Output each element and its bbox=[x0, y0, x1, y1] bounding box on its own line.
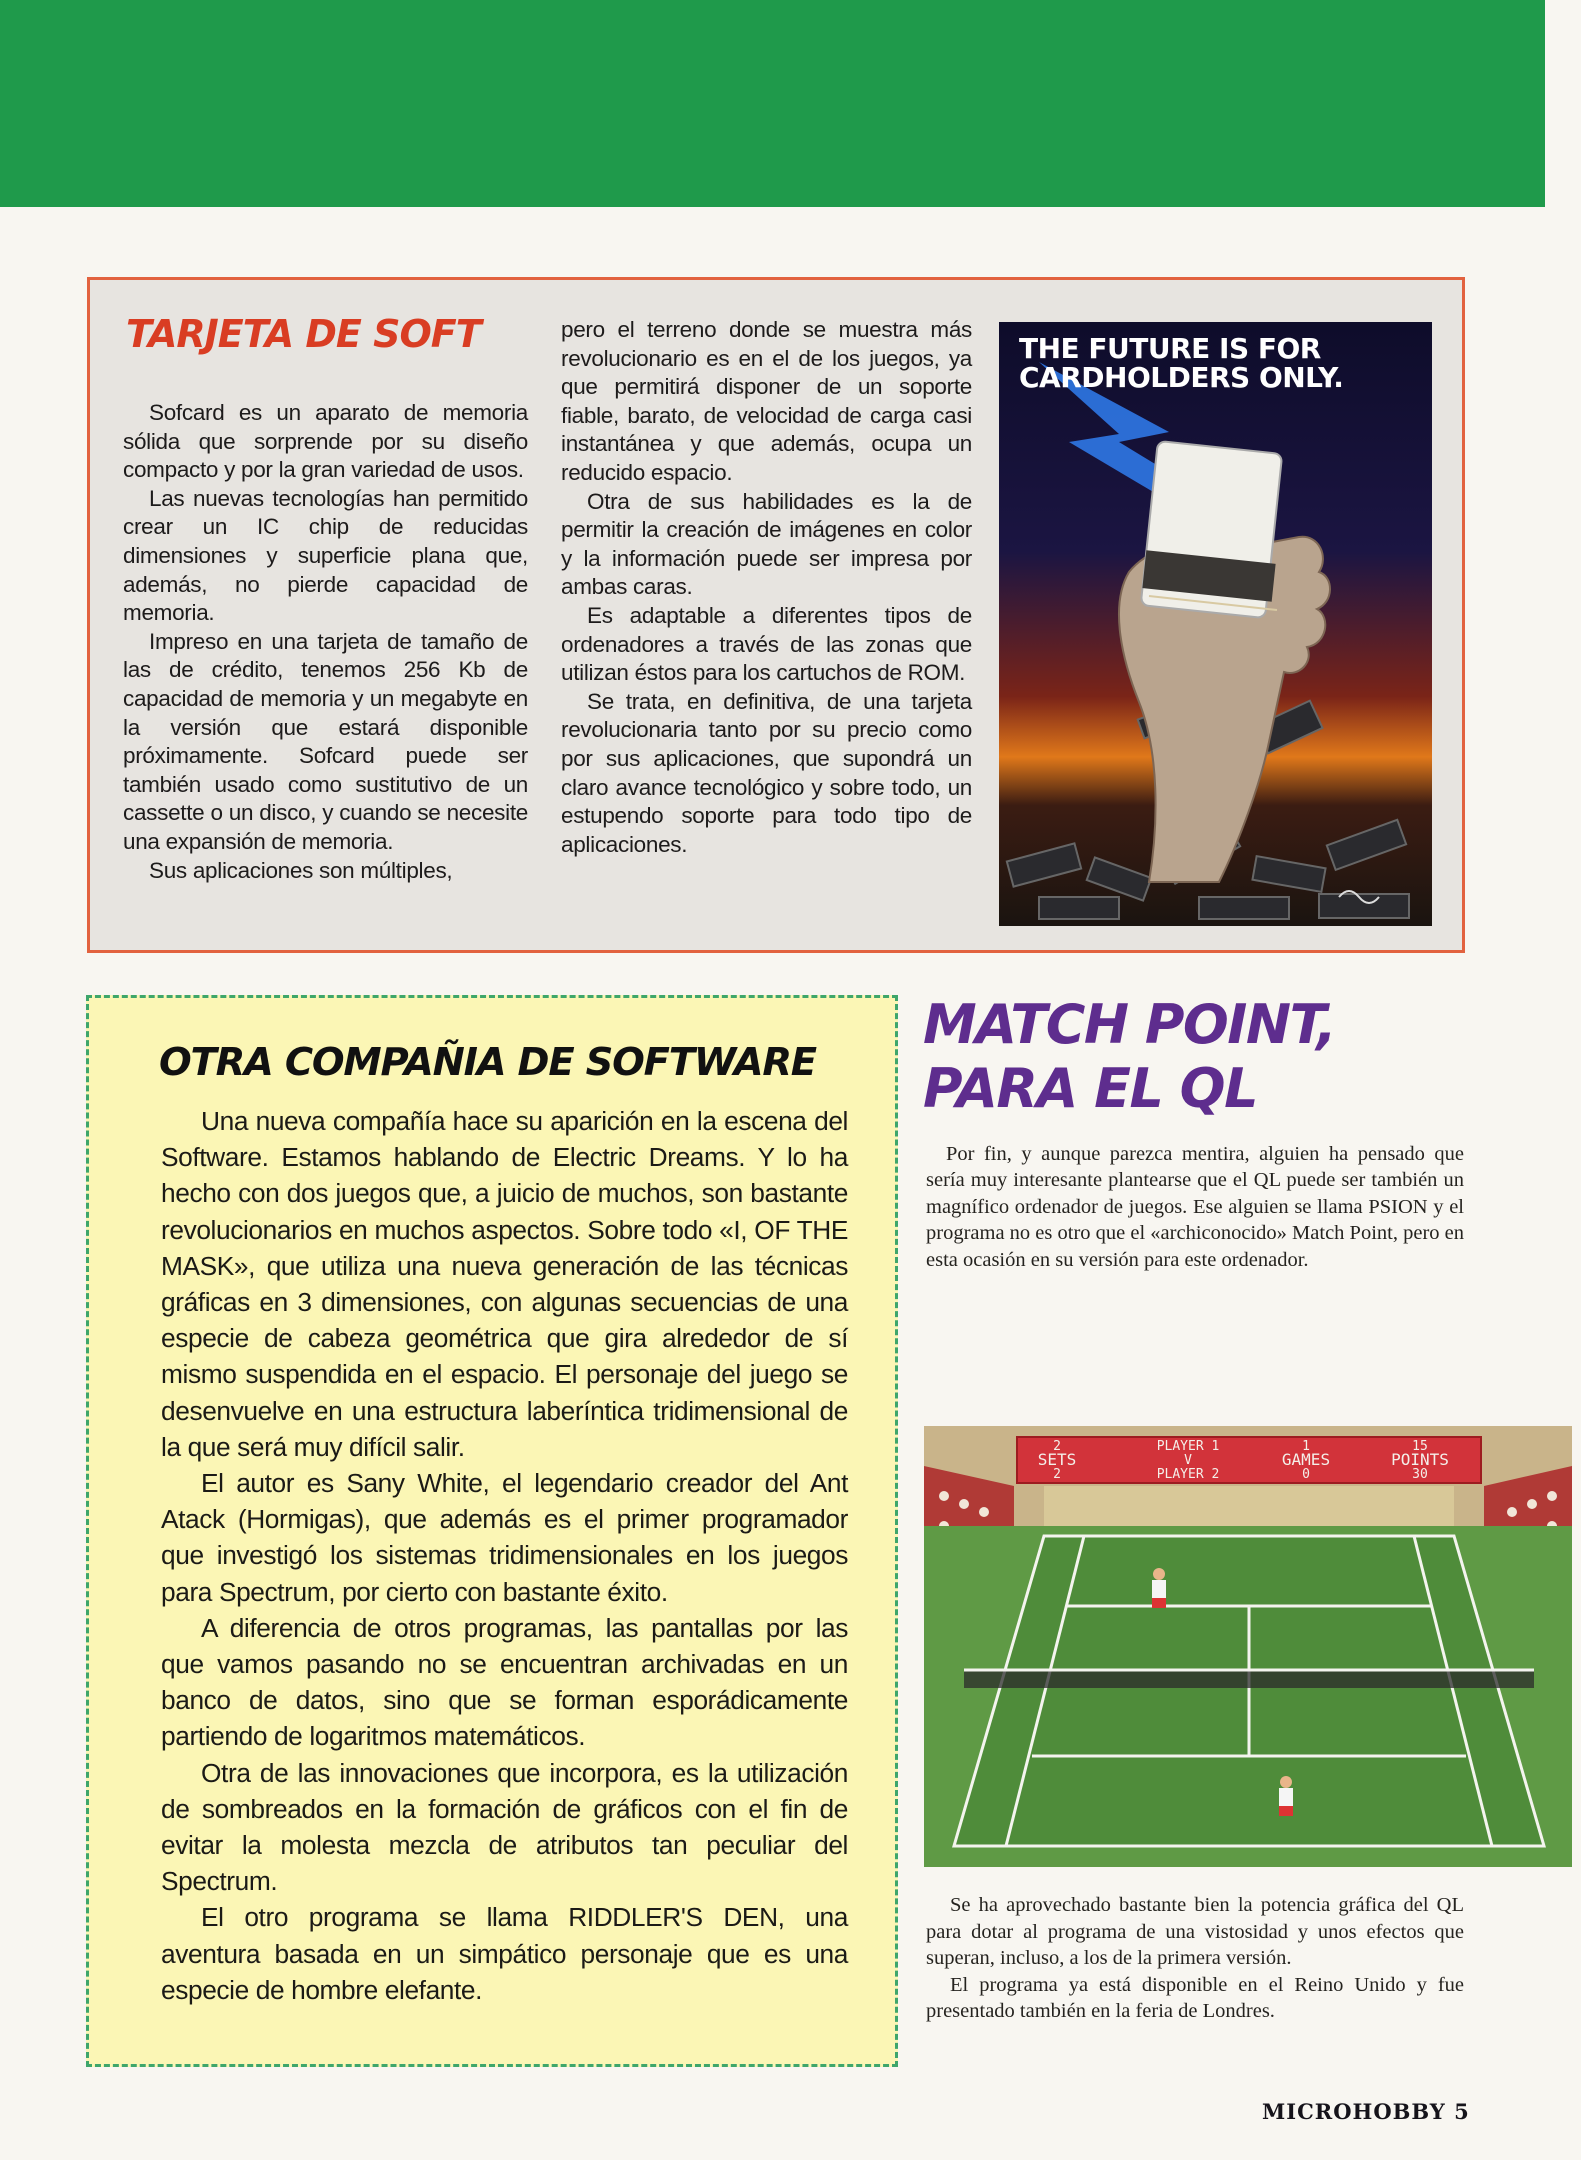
game-scoreboard bbox=[1016, 1436, 1482, 1484]
tarjeta-paragraph: Se trata, en definitiva, de una tarjeta revolucionaria tanto por su precio como por sus aplicaciones, que supondrá un claro avance tecnológico y sobre todo, un estupendo soporte para todo tipo de aplicaciones. bbox=[561, 688, 972, 857]
matchpoint-game-screenshot bbox=[924, 1426, 1572, 1867]
scoreboard-player-1: PLAYER 1 bbox=[1156, 1439, 1220, 1454]
tarjeta-paragraph: Las nuevas tecnologías han permitido crear un IC chip de reducidas dimensiones y superficie plana que, además, no pierde capacidad de memoria. bbox=[123, 485, 528, 626]
tarjeta-column-2 bbox=[561, 316, 972, 859]
scoreboard-versus: V bbox=[1184, 1453, 1192, 1468]
scoreboard-games-p1: 1 bbox=[1302, 1439, 1310, 1454]
otra-paragraph: A diferencia de otros programas, las pantallas por las que vamos pasando no se encuentran archivadas en un banco de datos, sino que se forman esporádicamente partiendo de logaritmos matemáticos. bbox=[161, 1612, 848, 1752]
tarjeta-paragraph: Sofcard es un aparato de memoria sólida que sorprende por su diseño compacto y por la gran variedad de usos. bbox=[123, 400, 528, 483]
ad-headline-line-2: CARDHOLDERS ONLY. bbox=[1019, 361, 1344, 394]
ad-headline bbox=[1019, 334, 1419, 392]
otra-title: OTRA COMPAÑIA DE SOFTWARE bbox=[159, 1040, 816, 1085]
scoreboard-sets-label: SETS bbox=[1037, 1450, 1077, 1469]
tarjeta-paragraph: Es adaptable a diferentes tipos de ordenadores a través de las zonas que utilizan éstos para los cartuchos de ROM. bbox=[561, 602, 972, 686]
scoreboard-games-p2: 0 bbox=[1302, 1467, 1310, 1482]
otra-paragraph: Una nueva compañía hace su aparición en la escena del Software. Estamos hablando de Electric Dreams. Y lo ha hecho con dos juegos que, a juicio de muchos, son bastante revolucionarios en muchos aspectos. Sobre todo «I, OF THE MASK», que utiliza una nueva generación de las técnicas gráficas en 3 dimensiones, con algunas secuencias de una especie de cabeza geométrica que gira alrededor de sí mismo suspendida en el espacio. El personaje del juego se desenvuelve en una estructura laberíntica tridimensional de la que será muy difícil salir. bbox=[161, 1106, 848, 1462]
otra-compania-article bbox=[86, 995, 898, 2067]
tarjeta-paragraph: pero el terreno donde se muestra más revolucionario es en el de los juegos, ya que permitirá disponer de un soporte fiable, barato, de velocidad de carga casi instantánea y que además, ocupa un reducido espacio. bbox=[561, 317, 972, 485]
sofcard-advertisement-image bbox=[999, 322, 1432, 926]
tennis-court-illustration bbox=[924, 1426, 1572, 1867]
otra-paragraph: El autor es Sany White, el legendario creador del Ant Atack (Hormigas), que además es el primer programador que investigó los sistemas tridimensionales en los juegos para Spectrum, por cierto con bastante éxito. bbox=[161, 1468, 848, 1607]
page-footer-label: MICROHOBBY 5 bbox=[1262, 2099, 1470, 2124]
scoreboard-points-p1: 15 bbox=[1412, 1439, 1428, 1454]
ad-headline-line-1: THE FUTURE IS FOR bbox=[1019, 332, 1321, 365]
otra-paragraph: Otra de las innovaciones que incorpora, es la utilización de sombreados en la formación de gráficos con el fin de evitar la molesta mezcla de atributos tan peculiar del Spectrum. bbox=[161, 1757, 848, 1897]
scoreboard-games-label: GAMES bbox=[1281, 1450, 1331, 1469]
scoreboard-sets-p2: 2 bbox=[1053, 1467, 1061, 1482]
matchpoint-title-line-2: PARA EL QL bbox=[923, 1057, 1257, 1120]
scoreboard-points-label: POINTS bbox=[1391, 1450, 1449, 1469]
hand-holding-card-illustration bbox=[999, 322, 1432, 926]
scoreboard-sets-p1: 2 bbox=[1053, 1439, 1061, 1454]
matchpoint-caption-paragraph: Se ha aprovechado bastante bien la potencia gráfica del QL para dotar al programa de una vistosidad y unos efectos que superan, incluso, a los de la primera versión. bbox=[926, 1894, 1464, 1970]
tarjeta-paragraph: Sus aplicaciones son múltiples, bbox=[149, 857, 453, 883]
matchpoint-intro bbox=[926, 1141, 1464, 1273]
matchpoint-caption bbox=[926, 1892, 1464, 2025]
tarjeta-paragraph: Impreso en una tarjeta de tamaño de las de crédito, tenemos 256 Kb de capacidad de memoria y un megabyte en la versión que estará disponible próximamente. Sofcard puede ser también usado como sustitutivo de un cassette o un disco, y cuando se necesite una expansión de memoria. bbox=[123, 628, 528, 854]
otra-paragraph: El otro programa se llama RIDDLER'S DEN, una aventura basada en un simpático personaje que es una especie de hombre elefante. bbox=[161, 1902, 848, 2005]
matchpoint-title bbox=[923, 993, 1335, 1121]
tarjeta-title: TARJETA DE SOFT bbox=[126, 312, 481, 356]
tarjeta-paragraph: Otra de sus habilidades es la de permitir la creación de imágenes en color y la información puede ser impresa por ambas caras. bbox=[561, 488, 972, 600]
tarjeta-column-1 bbox=[123, 399, 528, 885]
otra-body bbox=[161, 1103, 848, 2008]
matchpoint-caption-paragraph: El programa ya está disponible en el Reino Unido y fue presentado también en la feria de Londres. bbox=[926, 1973, 1464, 2023]
player-sprite bbox=[1152, 1568, 1166, 1608]
header-color-band bbox=[0, 0, 1545, 207]
player-sprite bbox=[1279, 1776, 1293, 1816]
matchpoint-title-line-1: MATCH POINT, bbox=[923, 993, 1336, 1056]
tarjeta-de-soft-article bbox=[87, 277, 1465, 953]
scoreboard-points-p2: 30 bbox=[1412, 1467, 1428, 1482]
scoreboard-player-2: PLAYER 2 bbox=[1156, 1467, 1220, 1482]
matchpoint-intro-paragraph: Por fin, y aunque parezca mentira, alguien ha pensado que sería muy interesante plantearse que el QL puede ser también un magnífico ordenador de juegos. Ese alguien se llama PSION y el programa no es otro que el «archiconocido» Match Point, pero en esta ocasión en su versión para este ordenador. bbox=[926, 1143, 1464, 1271]
